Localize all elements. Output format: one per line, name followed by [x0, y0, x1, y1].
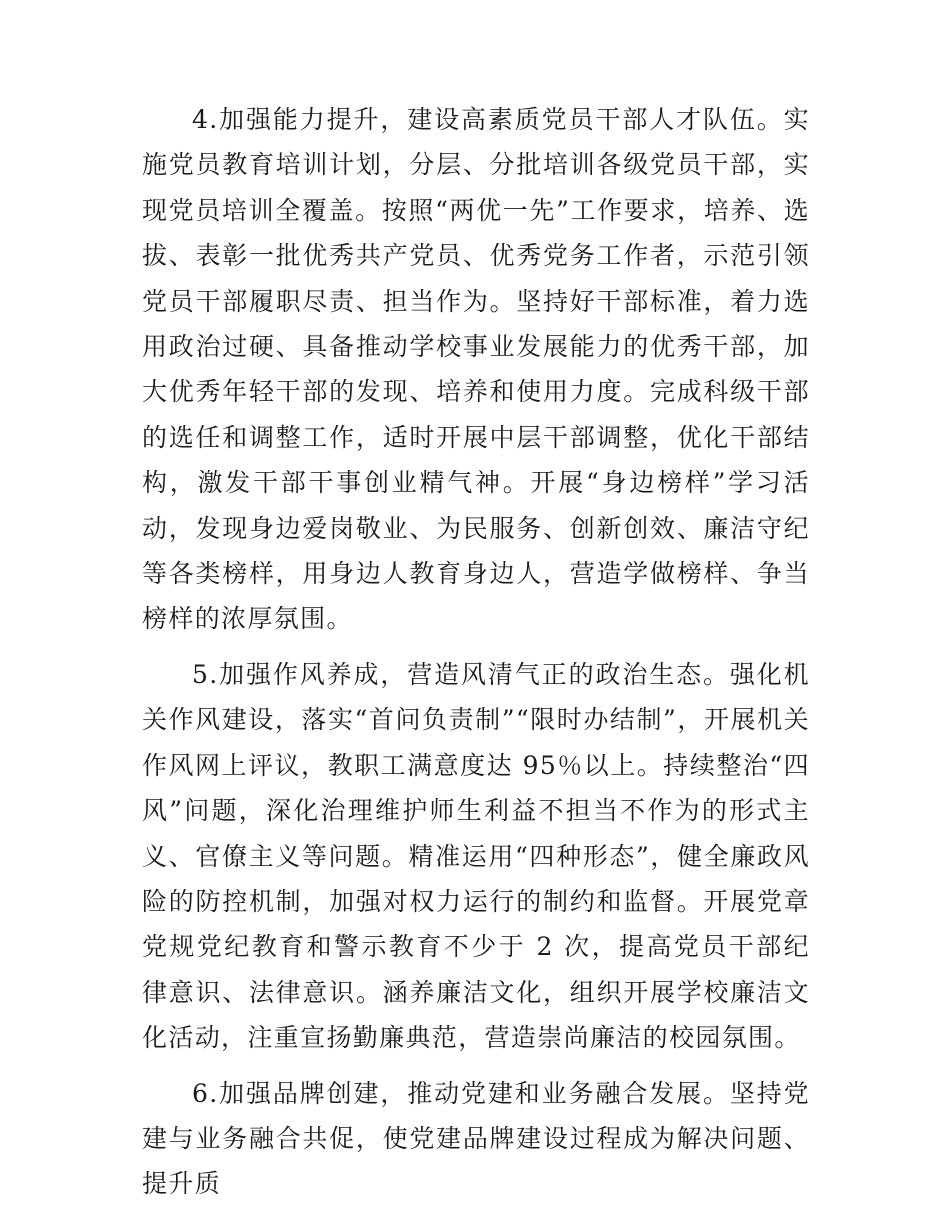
paragraph-work-style: 5.加强作风养成，营造风清气正的政治生态。强化机关作风建设，落实“首问负责制”“限时办结制”，开展机关作风网上评议，教职工满意度达 95％以上。持续整治“四风”问题，深化治理维护师生利益不担当不作为的形式主义、官僚主义等问题。精准运用“四种形态”，健全廉政风险的防控机制，加强对权力运行的制约和监督。开展党章党规党纪教育和警示教育不少于 2 次，提高党员干部纪律意识、法律意识。涵养廉洁文化，组织开展学校廉洁文化活动，注重宣扬勤廉典范，营造崇尚廉洁的校园氛围。	[142, 659, 810, 1053]
paragraph-brand-building: 6.加强品牌创建，推动党建和业务融合发展。坚持党建与业务融合共促，使党建品牌建设过程成为解决问题、提升质	[142, 1078, 810, 1199]
paragraph-capability-improvement: 4.加强能力提升，建设高素质党员干部人才队伍。实施党员教育培训计划，分层、分批培训各级党员干部，实现党员培训全覆盖。按照“两优一先”工作要求，培养、选拔、表彰一批优秀共产党员、优秀党务工作者，示范引领党员干部履职尽责、担当作为。坚持好干部标准，着力选用政治过硬、具备推动学校事业发展能力的优秀干部，加大优秀年轻干部的发现、培养和使用力度。完成科级干部的选任和调整工作，适时开展中层干部调整，优化干部结构，激发干部干事创业精气神。开展“身边榜样”学习活动，发现身边爱岗敬业、为民服务、创新创效、廉洁守纪等各类榜样，用身边人教育身边人，营造学做榜样、争当榜样的浓厚氛围。	[142, 105, 810, 634]
document-body	[142, 97, 810, 1217]
